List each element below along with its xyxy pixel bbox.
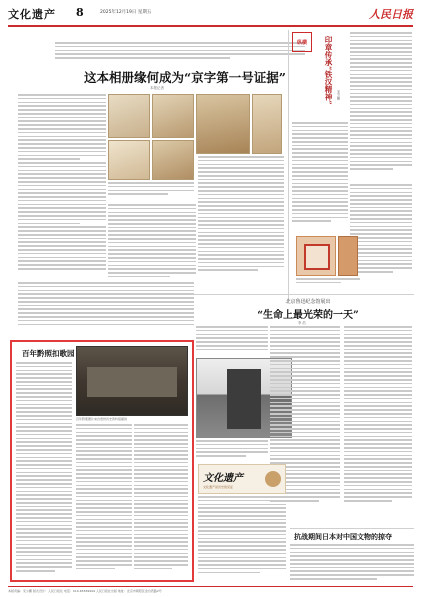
middle-text-col-3 xyxy=(344,326,412,526)
section-rule-bottom xyxy=(290,528,414,529)
feature-photo xyxy=(76,346,188,416)
lead-headline: 这本相册缘何成为“京字第一号证据” xyxy=(84,70,286,85)
album-photo-2 xyxy=(152,94,194,138)
side-column-text-bottom xyxy=(350,184,412,284)
album-photo-4 xyxy=(152,140,194,180)
right-divider xyxy=(288,30,289,300)
album-photo-1 xyxy=(108,94,150,138)
feature-photo-caption: 百年黔照图片来自贵州历史资料馆提供 xyxy=(76,417,128,421)
middle-byline: 李 浩 xyxy=(298,321,306,325)
feature-text-col-3 xyxy=(134,424,188,576)
section-title: 文化遗产 xyxy=(8,8,56,21)
album-photo-3 xyxy=(108,140,150,180)
bottom-right-text xyxy=(290,544,414,582)
side-column-text-top xyxy=(350,32,412,182)
column-tag: 纵横 xyxy=(292,32,312,52)
lead-column-2 xyxy=(108,204,196,284)
memorial-structure xyxy=(227,369,261,429)
page-number: 8 xyxy=(76,6,84,19)
seal-print-image xyxy=(338,236,358,276)
footer-rule xyxy=(8,586,413,587)
seal-caption xyxy=(296,278,360,286)
header-rule xyxy=(8,25,413,27)
page-header xyxy=(8,6,413,24)
side-column-text-left xyxy=(292,122,348,232)
photo-captions xyxy=(108,182,194,202)
lead-byline: 本报记者 xyxy=(150,86,164,90)
seal-stamp-image xyxy=(296,236,336,276)
album-photo-6 xyxy=(252,94,282,154)
feature-photo-building xyxy=(87,367,177,397)
middle-headline: “生命上最光荣的一天” xyxy=(257,310,359,321)
middle-text-col-1 xyxy=(196,326,268,356)
bottom-right-headline: 抗战期间日本对中国文物的掠夺 xyxy=(294,532,392,541)
lead-column-3 xyxy=(198,156,284,284)
middle-text-col-1b xyxy=(196,440,268,460)
masthead: 人民日报 xyxy=(369,8,413,21)
lead-continuation xyxy=(18,282,194,332)
footer-text: 本版责编：宋少鹏 版式设计：人民日报社 电话：010-65369999 人民日报社出版 地址：北京市朝阳区金台西路2号 xyxy=(8,589,162,593)
feature-headline: 百年黔照扣歌园 xyxy=(22,349,75,358)
middle-kicker: 北京鲁迅纪念馆展出 xyxy=(285,299,331,305)
intro-paragraph xyxy=(55,42,305,64)
column-logo-label: 文化遗产 xyxy=(203,473,243,484)
section-rule-middle xyxy=(194,294,414,295)
feature-text-col-1 xyxy=(16,362,72,576)
column-logo xyxy=(198,464,286,494)
column-logo-sub: 文化遗产是历史的见证 xyxy=(203,485,234,489)
side-column-byline: 宋少鹏 xyxy=(336,90,340,100)
lead-column-1 xyxy=(18,94,106,279)
seal-stamp-face xyxy=(304,244,330,270)
feature-text-col-2 xyxy=(76,424,132,576)
album-photo-5 xyxy=(196,94,250,154)
date-line: 2025年12月19日 星期五 xyxy=(100,10,152,15)
column-logo-icon xyxy=(265,471,281,487)
side-column-title: 印章传承“铁汉精神” xyxy=(324,36,333,105)
